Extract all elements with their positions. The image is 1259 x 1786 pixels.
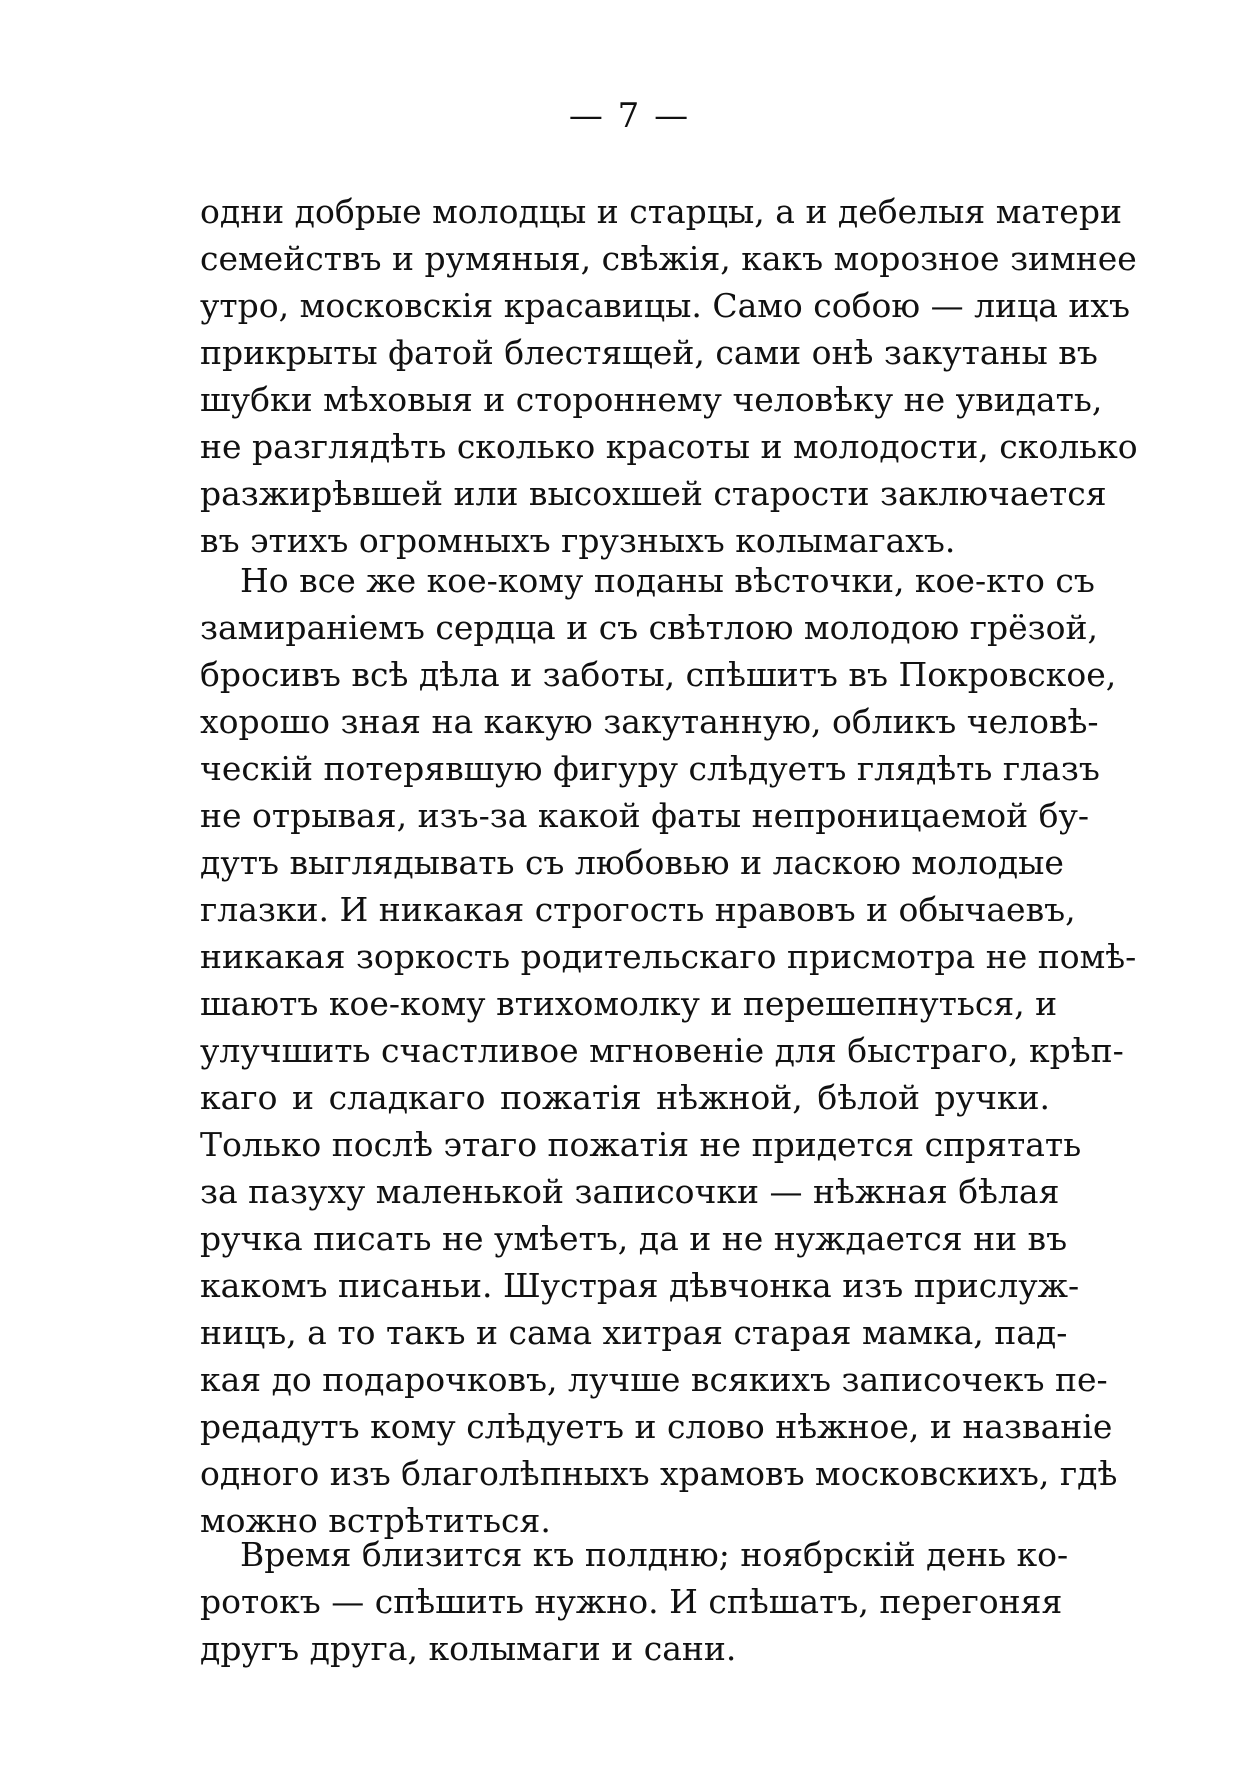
paragraph-2: [200, 557, 1137, 1544]
text-line: въ этихъ огромныхъ грузныхъ колымагахъ.: [200, 521, 956, 560]
text-line: прикрыты фатой блестящей, сами онѣ закутаны въ: [200, 333, 1098, 372]
text-line: ручка писать не умѣетъ, да и не нуждается ни въ: [200, 1219, 1068, 1258]
text-line: бросивъ всѣ дѣла и заботы, спѣшитъ въ Покровское,: [200, 655, 1117, 694]
text-line: утро, московскія красавицы. Само собою — лица ихъ: [200, 286, 1131, 325]
text-line: дутъ выглядывать съ любовью и ласкою молодые: [200, 843, 1064, 882]
text-line: шаютъ кое-кому втихомолку и перешепнуться, и: [200, 984, 1058, 1023]
text-line: глазки. И никакая строгость нравовъ и обычаевъ,: [200, 890, 1076, 929]
text-line: другъ друга, колымаги и сани.: [200, 1629, 737, 1668]
text-line: какомъ писаньи. Шустрая дѣвчонка изъ прислуж-: [200, 1266, 1080, 1305]
text-line: хорошо зная на какую закутанную, обликъ человѣ-: [200, 702, 1099, 741]
text-line: не отрывая, изъ-за какой фаты непроницаемой бу-: [200, 796, 1090, 835]
text-line: можно встрѣтиться.: [200, 1501, 551, 1540]
text-line: улучшить счастливое мгновеніе для быстраго, крѣп-: [200, 1031, 1124, 1070]
text-line: шубки мѣховыя и стороннему человѣку не увидать,: [200, 380, 1103, 419]
text-line: замираніемъ сердца и съ свѣтлою молодою грёзой,: [200, 608, 1098, 647]
text-line: Только послѣ этаго пожатія не придется спрятать: [200, 1125, 1082, 1164]
text-line: редадутъ кому слѣдуетъ и слово нѣжное, и названіе: [200, 1407, 1113, 1446]
text-line: ницъ, а то такъ и сама хитрая старая мамка, пад-: [200, 1313, 1068, 1352]
text-line: семействъ и румяныя, свѣжія, какъ морозное зимнее: [200, 239, 1137, 278]
paragraph-1: [200, 188, 1138, 564]
text-line: кая до подарочковъ, лучше всякихъ записочекъ пе-: [200, 1360, 1108, 1399]
text-line: одни добрые молодцы и старцы, а и дебелыя матери: [200, 192, 1122, 231]
text-line: за пазуху маленькой записочки — нѣжная бѣлая: [200, 1172, 1060, 1211]
text-line: Время близится къ полдню; ноябрскій день ко-: [240, 1535, 1069, 1574]
text-line: ротокъ — спѣшить нужно. И спѣшатъ, перегоняя: [200, 1582, 1063, 1621]
text-line: Но все же кое-кому поданы вѣсточки, кое-кто съ: [240, 561, 1095, 600]
text-line: никакая зоркость родительскаго присмотра не помѣ-: [200, 937, 1137, 976]
text-line: каго и сладкаго пожатія нѣжной, бѣлой ручки.: [200, 1078, 1050, 1117]
text-line: одного изъ благолѣпныхъ храмовъ московскихъ, гдѣ: [200, 1454, 1118, 1493]
text-line: не разглядѣть сколько красоты и молодости, сколько: [200, 427, 1138, 466]
text-line: разжирѣвшей или высохшей старости заключается: [200, 474, 1107, 513]
page-number: — 7 —: [568, 96, 691, 136]
text-line: ческій потерявшую фигуру слѣдуетъ глядѣть глазъ: [200, 749, 1100, 788]
paragraph-3: [200, 1531, 1069, 1672]
